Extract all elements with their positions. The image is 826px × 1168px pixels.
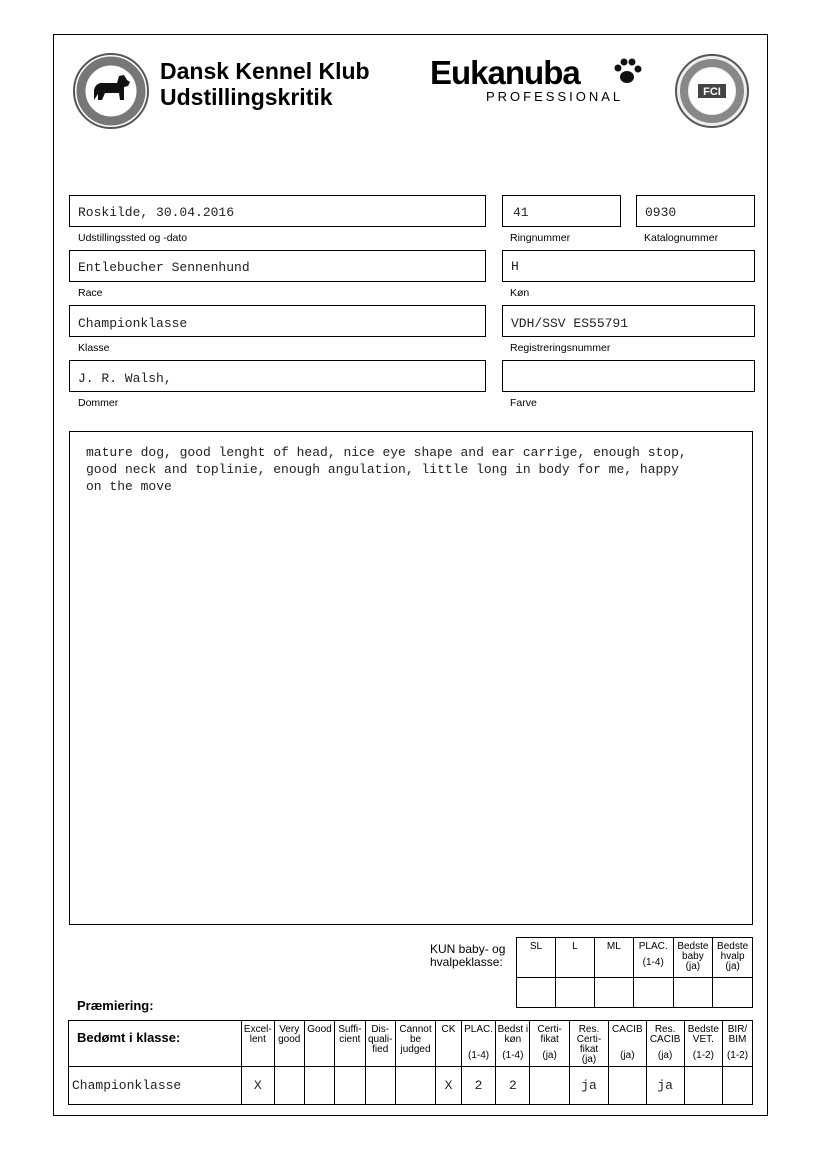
hdr-cacib-label: CACIB	[612, 1024, 643, 1035]
val-cert[interactable]	[530, 1067, 569, 1105]
hdr-cert-label: Certi- fikat	[537, 1024, 562, 1045]
ring-value: 41	[513, 205, 529, 220]
hdr-res-cert	[569, 1021, 608, 1067]
val-sufficient[interactable]	[335, 1067, 365, 1105]
val-res-cacib[interactable]: ja	[646, 1067, 684, 1105]
cell-sl[interactable]	[517, 978, 556, 1008]
critique-line-1: mature dog, good lenght of head, nice eye shape and ear carrige, enough stop,	[86, 445, 687, 460]
sex-value: H	[511, 259, 519, 274]
hdr-good: Good	[304, 1021, 334, 1067]
baby-puppy-table	[516, 937, 753, 1008]
cell-ml[interactable]	[594, 978, 633, 1008]
hdr-cacib	[609, 1021, 646, 1067]
color-label: Farve	[510, 397, 537, 409]
hdr-bir-bim-label: BIR/ BIM	[727, 1024, 748, 1045]
col-best-puppy: Bedste hvalp (ja)	[713, 938, 753, 978]
catalog-field[interactable]	[636, 195, 755, 227]
hdr-res-cacib	[646, 1021, 684, 1067]
ring-label: Ringnummer	[510, 232, 571, 244]
judge-value: J. R. Walsh,	[78, 371, 172, 386]
cell-best-baby[interactable]	[673, 978, 713, 1008]
hdr-bir-bim-sub: (1-2)	[726, 1050, 749, 1061]
val-class: Championklasse	[69, 1067, 242, 1105]
hdr-cert	[530, 1021, 569, 1067]
hdr-very-good: Very good	[274, 1021, 304, 1067]
place-date-field[interactable]	[69, 195, 486, 227]
val-very-good[interactable]	[274, 1067, 304, 1105]
hdr-res-cacib-label: Res. CACIB	[649, 1024, 681, 1045]
judge-label: Dommer	[78, 397, 119, 409]
hdr-res-cacib-sub: (ja)	[657, 1050, 673, 1061]
hdr-plac	[461, 1021, 495, 1067]
place-date-value: Roskilde, 30.04.2016	[78, 205, 235, 220]
sex-label: Køn	[510, 287, 530, 299]
val-cannot[interactable]	[395, 1067, 435, 1105]
col-best-baby: Bedste baby (ja)	[673, 938, 713, 978]
val-ck[interactable]: X	[436, 1067, 462, 1105]
hdr-cert-sub: (ja)	[542, 1050, 557, 1061]
hdr-best-sex	[496, 1021, 530, 1067]
hdr-excellent: Excel- lent	[242, 1021, 275, 1067]
col-plac-sub: (1-4)	[642, 957, 664, 968]
breed-label: Race	[78, 287, 103, 299]
cell-best-puppy[interactable]	[713, 978, 753, 1008]
hdr-best-sex-label: Bedst i køn	[497, 1024, 529, 1045]
col-sl: SL	[517, 938, 556, 978]
row-label: Bedømt i klasse:	[69, 1021, 242, 1067]
fci-logo-text: FCI	[703, 86, 721, 98]
registration-label: Registreringsnummer	[510, 342, 611, 354]
col-ml: ML	[594, 938, 633, 978]
awards-heading: Præmiering:	[77, 998, 154, 1013]
critique-text	[86, 444, 736, 495]
catalog-label: Katalognummer	[644, 232, 719, 244]
col-plac-label: PLAC.	[638, 941, 668, 952]
catalog-value: 0930	[645, 205, 677, 220]
fci-logo	[674, 53, 750, 129]
hdr-ck: CK	[436, 1021, 462, 1067]
critique-line-3: on the move	[86, 479, 172, 494]
ring-field[interactable]	[502, 195, 621, 227]
class-label: Klasse	[78, 342, 110, 354]
hdr-res-cert-sub: (ja)	[581, 1054, 597, 1065]
val-good[interactable]	[304, 1067, 334, 1105]
col-l: L	[556, 938, 595, 978]
registration-field[interactable]	[502, 305, 755, 337]
hdr-bir-bim	[723, 1021, 753, 1067]
hdr-sufficient: Suffi- cient	[335, 1021, 365, 1067]
hdr-plac-label: PLAC.	[464, 1024, 494, 1035]
hdr-res-cert-label: Res. Certi- fikat	[576, 1024, 602, 1055]
eukanuba-logo	[430, 56, 623, 104]
val-bir-bim[interactable]	[723, 1067, 753, 1105]
registration-value: VDH/SSV ES55791	[511, 316, 629, 331]
hdr-best-vet	[684, 1021, 722, 1067]
critique-line-2: good neck and toplinie, enough angulation, little long in body for me, happy	[86, 462, 679, 477]
judge-field[interactable]	[69, 360, 486, 392]
breed-value: Entlebucher Sennenhund	[78, 260, 250, 275]
val-plac[interactable]: 2	[461, 1067, 495, 1105]
hdr-cannot: Cannot be judged	[395, 1021, 435, 1067]
val-cacib[interactable]	[609, 1067, 646, 1105]
color-field[interactable]	[502, 360, 755, 392]
val-res-cert[interactable]: ja	[569, 1067, 608, 1105]
hdr-cacib-sub: (ja)	[620, 1050, 635, 1061]
baby-puppy-label	[430, 943, 505, 969]
val-best-sex[interactable]: 2	[496, 1067, 530, 1105]
val-excellent[interactable]: X	[242, 1067, 275, 1105]
awards-table	[68, 1020, 753, 1105]
val-disqualified[interactable]	[365, 1067, 395, 1105]
hdr-disqualified: Dis- quali- fied	[365, 1021, 395, 1067]
sponsor-name: Eukanuba	[430, 54, 580, 91]
hdr-best-vet-label: Bedste VET.	[687, 1024, 719, 1045]
hdr-best-vet-sub: (1-2)	[692, 1050, 714, 1061]
breed-field[interactable]	[69, 250, 486, 282]
val-best-vet[interactable]	[684, 1067, 722, 1105]
class-field[interactable]	[69, 305, 486, 337]
critique-box[interactable]	[69, 431, 753, 925]
paw-icon	[612, 56, 642, 88]
cell-l[interactable]	[556, 978, 595, 1008]
hdr-plac-sub: (1-4)	[468, 1050, 490, 1061]
baby-puppy-label-line-2: hvalpeklasse:	[430, 955, 503, 969]
col-plac	[633, 938, 673, 978]
sex-field[interactable]	[502, 250, 755, 282]
class-value: Championklasse	[78, 316, 188, 331]
form-title	[160, 58, 370, 110]
hdr-best-sex-sub: (1-4)	[502, 1050, 524, 1061]
title-line-1: Dansk Kennel Klub	[160, 58, 370, 84]
place-date-label: Udstillingssted og -dato	[78, 232, 188, 244]
sponsor-sub: PROFESSIONAL	[486, 89, 624, 104]
dkk-logo	[72, 52, 150, 130]
cell-plac[interactable]	[633, 978, 673, 1008]
baby-puppy-label-line-1: KUN baby- og	[430, 942, 506, 956]
title-line-2: Udstillingskritik	[160, 84, 333, 110]
